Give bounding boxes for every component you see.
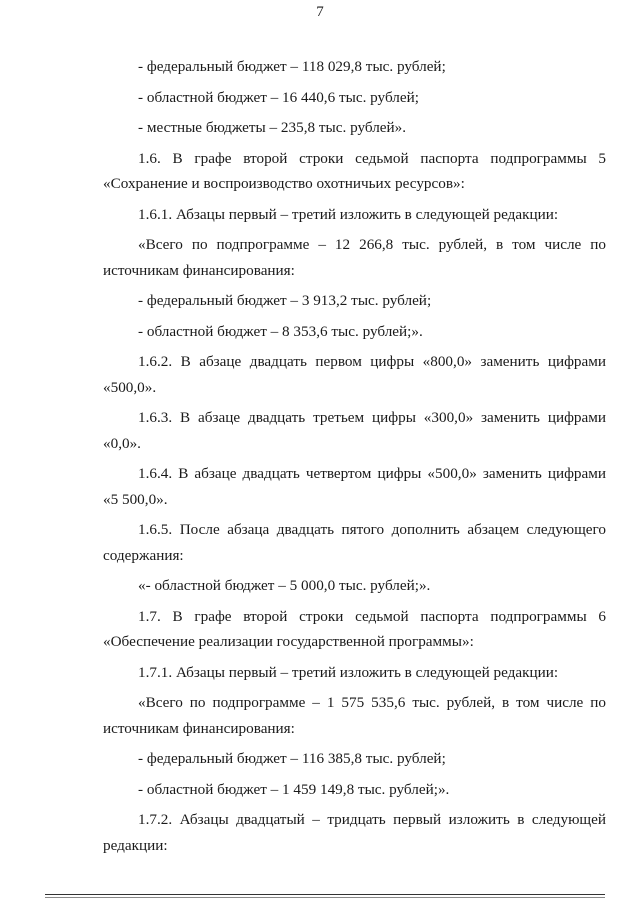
- paragraph-regional-budget-1: - областной бюджет – 16 440,6 тыс. рублей;: [138, 88, 419, 106]
- paragraph-1-6: 1.6. В графе второй строки седьмой паспорта подпрограммы 5 «Сохранение и воспроизводство охотничьих ресурсов»:: [103, 149, 606, 192]
- paragraph-1-7-1: 1.7.1. Абзацы первый – третий изложить в следующей редакции:: [138, 663, 559, 681]
- paragraph-regional-budget-4: - областной бюджет – 1 459 149,8 тыс. рублей;».: [138, 780, 450, 798]
- paragraph-total-subprogram-6: «Всего по подпрограмме – 1 575 535,6 тыс. рублей, в том числе по источникам финансирования:: [103, 694, 606, 737]
- footer-rule: [0, 888, 640, 904]
- paragraph-1-6-5: 1.6.5. После абзаца двадцать пятого дополнить абзацем следующего содержания:: [103, 521, 606, 564]
- footer-line: [45, 894, 605, 895]
- paragraph-regional-budget-3: «- областной бюджет – 5 000,0 тыс. рублей;».: [138, 577, 431, 594]
- page-number: 7: [316, 4, 324, 20]
- paragraph-federal-budget-2: - федеральный бюджет – 3 913,2 тыс. рублей;: [138, 292, 432, 309]
- paragraph-1-7-2: 1.7.2. Абзацы двадцатый – тридцать первый изложить в следующей редакции:: [103, 811, 606, 854]
- paragraph-1-6-3: 1.6.3. В абзаце двадцать третьем цифры «300,0» заменить цифрами «0,0».: [103, 409, 606, 452]
- document-body: [103, 54, 606, 858]
- paragraph-1-7: 1.7. В графе второй строки седьмой паспорта подпрограммы 6 «Обеспечение реализации государственной программы»:: [103, 607, 606, 650]
- paragraph-total-subprogram-5: «Всего по подпрограмме – 12 266,8 тыс. рублей, в том числе по источникам финансирования:: [103, 236, 606, 279]
- paragraph-federal-budget-3: - федеральный бюджет – 116 385,8 тыс. рублей;: [138, 750, 446, 767]
- paragraph-1-6-1: 1.6.1. Абзацы первый – третий изложить в следующей редакции:: [138, 205, 559, 223]
- paragraph-regional-budget-2: - областной бюджет – 8 353,6 тыс. рублей;».: [138, 322, 423, 340]
- paragraph-1-6-2: 1.6.2. В абзаце двадцать первом цифры «800,0» заменить цифрами «500,0».: [103, 353, 606, 396]
- paragraph-federal-budget-1: - федеральный бюджет – 118 029,8 тыс. рублей;: [138, 58, 446, 75]
- paragraph-1-6-4: 1.6.4. В абзаце двадцать четвертом цифры «500,0» заменить цифрами «5 500,0».: [103, 465, 606, 508]
- paragraph-local-budgets: - местные бюджеты – 235,8 тыс. рублей».: [138, 119, 407, 136]
- footer-line-secondary: [45, 897, 605, 898]
